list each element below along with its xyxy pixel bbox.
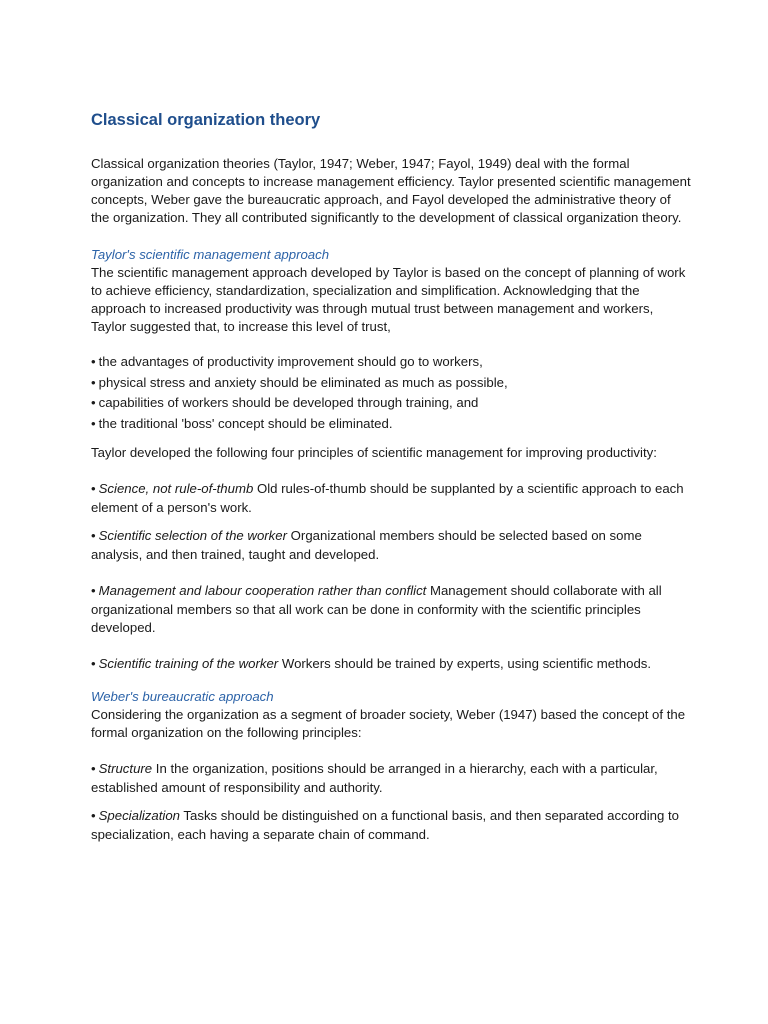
principle-term: Specialization (98, 808, 180, 823)
taylor-principle-item (91, 480, 691, 517)
list-item: • capabilities of workers should be developed through training, and (91, 395, 479, 410)
principle-text: Workers should be trained by experts, using scientific methods. (278, 655, 652, 671)
bullet-icon: • (91, 528, 96, 543)
bullet-icon: • (91, 374, 96, 390)
weber-paragraph: Considering the organization as a segment of broader society, Weber (1947) based the concept of the formal organization on the following principles: (91, 707, 686, 740)
bullet-icon: • (91, 354, 96, 369)
principle-text: In the organization, positions should be arranged in a hierarchy, each with a particular, established amount of responsibility and authority. (91, 761, 658, 795)
principle-text: Old rules-of-thumb should be supplanted by a scientific approach to each element of a person's work. (91, 481, 684, 515)
taylor-heading: Taylor's scientific management approach (91, 247, 330, 262)
taylor-paragraph: The scientific management approach developed by Taylor is based on the concept of planning of work to achieve efficiency, standardization, specialization and simplification. Acknowledging that the approach to increased productivity was through mutual trust between management and workers, Taylor suggested that, to increase this level of trust, (91, 265, 686, 334)
principle-term: Structure (98, 761, 153, 776)
principle-text: Management should collaborate with all organizational members so that all work can be done in conformity with the scientific principles developed. (91, 583, 662, 635)
weber-heading: Weber's bureaucratic approach (91, 689, 274, 704)
bullet-icon: • (91, 395, 96, 410)
bullet-icon: • (91, 481, 96, 496)
principle-text: Tasks should be distinguished on a functional basis, and then separated according to specialization, each having a separate chain of command. (91, 808, 680, 842)
weber-principle-item (91, 807, 691, 844)
document-title: Classical organization theory (91, 111, 321, 129)
principle-term: Science, not rule-of-thumb (98, 481, 254, 496)
bullet-icon: • (91, 655, 96, 671)
bullet-icon: • (91, 415, 96, 431)
principle-term: Scientific selection of the worker (98, 528, 287, 543)
intro-paragraph: Classical organization theories (Taylor, 1947; Weber, 1947; Fayol, 1949) deal with the formal organization and concepts to increase management efficiency. Taylor presented scientific management concepts, Weber gave the bureaucratic approach, and Fayol developed the administrative theory of the organization. They all contributed significantly to the development of classical organization theory. (91, 156, 691, 225)
taylor-principle-item (91, 527, 691, 564)
principle-term: Management and labour cooperation rather than conflict (98, 583, 427, 598)
taylor-principle-item (91, 655, 691, 674)
principles-intro: Taylor developed the following four principles of scientific management for improving productivity: (91, 445, 657, 460)
list-item: • physical stress and anxiety should be eliminated as much as possible, (91, 374, 508, 390)
bullet-icon: • (91, 761, 96, 776)
principle-text: Organizational members should be selected based on some analysis, and then trained, taught and developed. (91, 528, 642, 562)
taylor-principle-item (91, 582, 691, 638)
bullet-icon: • (91, 808, 96, 823)
document-page (91, 108, 691, 844)
trust-bullet-list (91, 352, 691, 434)
weber-principle-item (91, 760, 691, 797)
principle-term: Scientific training of the worker (98, 655, 279, 671)
list-item: • the traditional 'boss' concept should be eliminated. (91, 415, 393, 431)
list-item: • the advantages of productivity improvement should go to workers, (91, 354, 483, 369)
bullet-icon: • (91, 583, 96, 598)
